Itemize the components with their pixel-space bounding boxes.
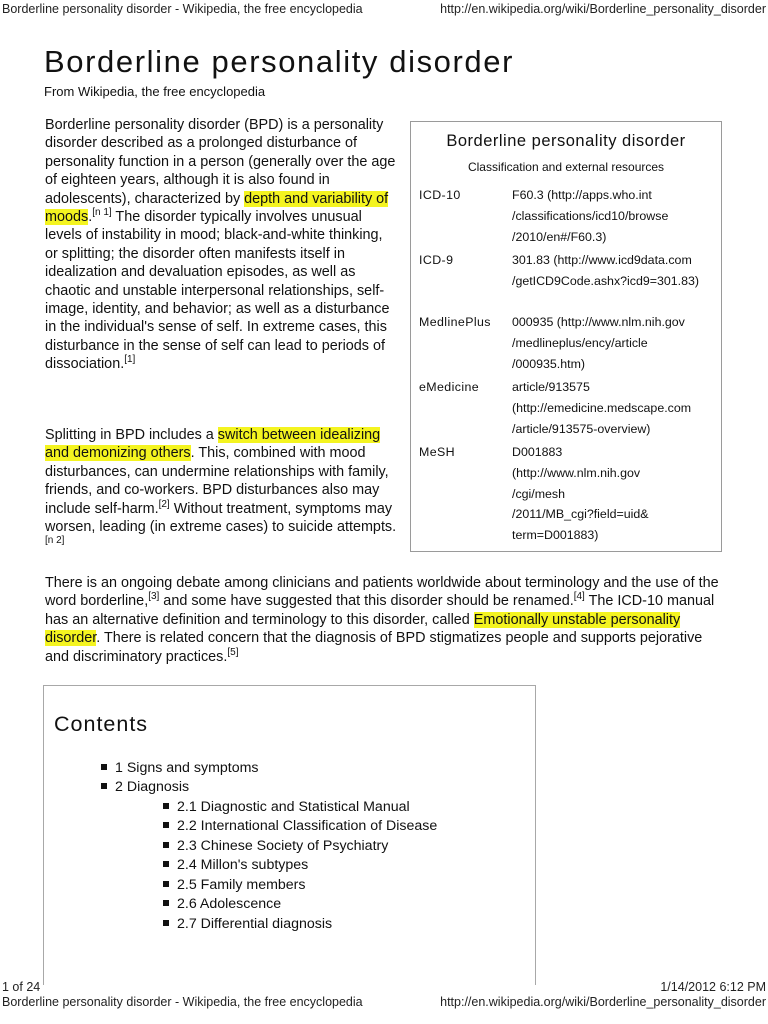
infobox-value-line[interactable]: 000935 (http://www.nlm.nih.gov bbox=[512, 315, 685, 329]
infobox-value[interactable] bbox=[512, 185, 724, 247]
infobox-value[interactable] bbox=[512, 312, 724, 374]
toc-item-label[interactable]: 2.3 Chinese Society of Psychiatry bbox=[177, 838, 389, 854]
infobox-value[interactable] bbox=[512, 250, 724, 292]
infobox-value-line[interactable]: 301.83 (http://www.icd9data.com bbox=[512, 253, 692, 267]
reference-link[interactable]: [5] bbox=[227, 646, 239, 658]
infobox-value-line[interactable]: F60.3 (http://apps.who.int bbox=[512, 188, 652, 202]
infobox-label: MedlinePlus bbox=[419, 315, 491, 329]
footer-url[interactable]: http://en.wikipedia.org/wiki/Borderline_personality_disorder bbox=[440, 995, 766, 1009]
bullet-icon bbox=[163, 822, 169, 828]
infobox-value-line[interactable]: /medlineplus/ency/article bbox=[512, 335, 648, 350]
header-page-title: Borderline personality disorder - Wikipedia, the free encyclopedia bbox=[2, 2, 363, 16]
infobox-value-line[interactable]: D001883 bbox=[512, 445, 563, 459]
text: . This, combined with mood disturbances, can undermine relationships with family, friends, and co-workers. BPD disturbances also may include self-harm. bbox=[45, 445, 389, 517]
text: The ICD-10 manual has an alternative definition and terminology to this disorder, called bbox=[45, 593, 715, 628]
link-switch-between-idealizing[interactable]: switch between idealizing and demonizing others bbox=[45, 427, 381, 462]
text: Borderline personality disorder (BPD) is a personality disorder described as a prolonged disturbance of personality function in a person (generally over the age of eighteen years, although it is also found in adolescents), characterized by bbox=[45, 117, 396, 207]
infobox-value-line[interactable]: (http://emedicine.medscape.com bbox=[512, 400, 692, 415]
bullet-icon bbox=[163, 881, 169, 887]
toc-item-label[interactable]: 2.5 Family members bbox=[177, 877, 306, 893]
toc-item-label[interactable]: 2.2 International Classification of Disease bbox=[177, 818, 438, 834]
toc-item-label[interactable]: 2.7 Differential diagnosis bbox=[177, 916, 333, 932]
infobox-value-line[interactable]: /getICD9Code.ashx?icd9=301.83) bbox=[512, 273, 700, 288]
infobox-title: Borderline personality disorder bbox=[446, 132, 686, 150]
toc-item-dsm[interactable] bbox=[163, 799, 410, 815]
toc-item-family-members[interactable] bbox=[163, 877, 306, 893]
infobox-subtitle: Classification and external resources bbox=[467, 160, 665, 174]
infobox-value-line[interactable]: term=D001883) bbox=[512, 528, 599, 543]
infobox-value-line[interactable]: /cgi/mesh bbox=[512, 486, 566, 501]
infobox-value-line[interactable]: /article/913575-overview) bbox=[512, 421, 651, 436]
footer-page-title: Borderline personality disorder - Wikipedia, the free encyclopedia bbox=[2, 995, 363, 1009]
reference-link[interactable]: [1] bbox=[124, 354, 136, 366]
text: and some have suggested that this disorder should be renamed. bbox=[159, 593, 574, 610]
toc-item-label[interactable]: 2.1 Diagnostic and Statistical Manual bbox=[177, 799, 410, 815]
text: . There is related concern that the diagnosis of BPD stigmatizes people and supports pejorative and discriminatory practices. bbox=[45, 630, 703, 665]
toc-item-millons-subtypes[interactable] bbox=[163, 857, 308, 873]
toc-item-adolescence[interactable] bbox=[163, 896, 281, 912]
infobox bbox=[410, 121, 722, 552]
table-of-contents bbox=[43, 685, 536, 985]
infobox-label: MeSH bbox=[419, 445, 456, 459]
link-depth-and-variability-of-moods[interactable]: depth and variability of moods bbox=[45, 190, 389, 226]
infobox-value[interactable] bbox=[512, 442, 724, 546]
text: There is an ongoing debate among clinicians and patients worldwide about terminology and the use of the word borderline, bbox=[45, 575, 719, 610]
infobox-label: ICD-9 bbox=[419, 253, 454, 267]
print-datetime: 1/14/2012 6:12 PM bbox=[660, 980, 766, 994]
header-url[interactable]: http://en.wikipedia.org/wiki/Borderline_personality_disorder bbox=[440, 2, 766, 16]
bullet-icon bbox=[163, 842, 169, 848]
infobox-label: ICD-10 bbox=[419, 188, 461, 202]
bullet-icon bbox=[101, 783, 107, 789]
infobox-label: eMedicine bbox=[419, 380, 480, 394]
intro-paragraph-1 bbox=[45, 116, 397, 374]
infobox-value-line[interactable]: (http://www.nlm.nih.gov bbox=[512, 465, 641, 480]
reference-link[interactable]: [n 1] bbox=[92, 207, 112, 219]
text: Without treatment, symptoms may worsen, leading (in extreme cases) to suicide attempts. bbox=[45, 500, 397, 536]
reference-link[interactable]: [n 2] bbox=[45, 535, 65, 547]
bullet-icon bbox=[163, 803, 169, 809]
toc-item-chinese-society[interactable] bbox=[163, 838, 388, 854]
text: Splitting in BPD includes a bbox=[45, 427, 218, 443]
toc-item-differential-diagnosis[interactable] bbox=[163, 916, 332, 932]
infobox-value-line[interactable]: /000935.htm) bbox=[512, 356, 586, 371]
page-subtitle: From Wikipedia, the free encyclopedia bbox=[44, 84, 266, 99]
bullet-icon bbox=[163, 900, 169, 906]
toc-item-signs-and-symptoms[interactable] bbox=[101, 760, 259, 776]
toc-title: Contents bbox=[54, 712, 149, 736]
toc-item-label[interactable]: 1 Signs and symptoms bbox=[115, 760, 259, 776]
intro-paragraph-2 bbox=[45, 426, 397, 555]
infobox-value-line[interactable]: /classifications/icd10/browse bbox=[512, 208, 669, 223]
reference-link[interactable]: [2] bbox=[158, 498, 170, 510]
link-emotionally-unstable-personality-disorder[interactable]: Emotionally unstable personality disorder bbox=[45, 611, 681, 647]
toc-item-label[interactable]: 2.6 Adolescence bbox=[177, 896, 282, 912]
reference-link[interactable]: [4] bbox=[573, 591, 585, 603]
infobox-value-line[interactable]: article/913575 bbox=[512, 380, 590, 394]
page-title: Borderline personality disorder bbox=[44, 44, 515, 79]
reference-link[interactable]: [3] bbox=[148, 591, 160, 603]
bullet-icon bbox=[163, 861, 169, 867]
infobox-value-line[interactable]: /2010/en#/F60.3) bbox=[512, 229, 607, 244]
bullet-icon bbox=[163, 920, 169, 926]
infobox-value-line[interactable]: /2011/MB_cgi?field=uid& bbox=[512, 507, 649, 522]
infobox-value[interactable] bbox=[512, 377, 724, 439]
toc-item-icd[interactable] bbox=[163, 818, 437, 834]
toc-item-label[interactable]: 2.4 Millon's subtypes bbox=[177, 857, 309, 873]
bullet-icon bbox=[101, 764, 107, 770]
toc-item-label[interactable]: 2 Diagnosis bbox=[115, 779, 190, 795]
text: The disorder typically involves unusual levels of instability in mood; black-and-white thinking, or splitting; the disorder often manifests itself in idealization and devaluation episodes, as well as chaotic and unstable interpersonal relationships, self-image, identity, and behavior; as well as a disturbance in the individual's sense of self. In extreme cases, this disturbance in the sense of self can lead to periods of dissociation. bbox=[45, 209, 390, 373]
intro-paragraph-3 bbox=[45, 574, 725, 666]
text: . bbox=[88, 209, 93, 226]
page-count: 1 of 24 bbox=[2, 980, 41, 994]
toc-item-diagnosis[interactable] bbox=[101, 779, 189, 795]
